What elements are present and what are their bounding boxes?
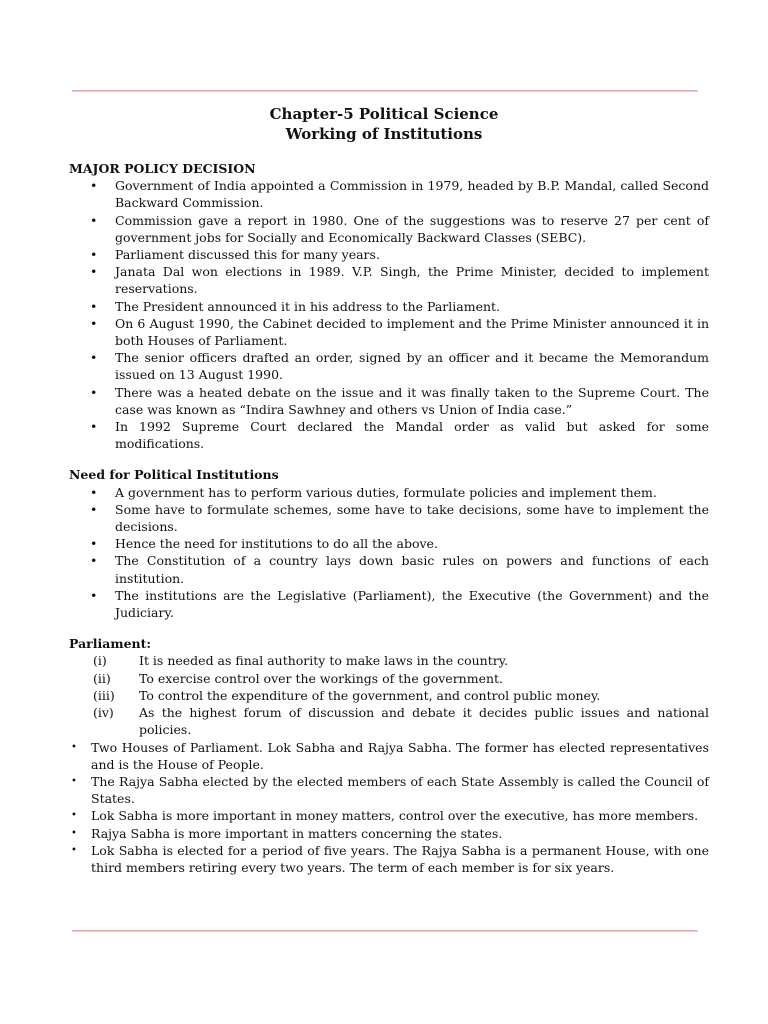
list-item [69, 501, 709, 535]
bullet-icon: • [90, 501, 98, 517]
numbered-item-text: It is needed as final authority to make laws in the country. [139, 653, 509, 669]
list-item [69, 298, 709, 315]
list-item [69, 263, 709, 297]
bullet-icon: • [90, 553, 98, 569]
list-item-text: Hence the need for institutions to do all the above. [115, 536, 438, 552]
list-item [69, 418, 709, 452]
bullet-icon: • [90, 587, 98, 603]
major-policy-list [69, 177, 709, 452]
major-policy-section [69, 160, 709, 452]
item-number: (iv) [93, 705, 114, 721]
page-title [0, 104, 768, 144]
list-item-text: Janata Dal won elections in 1989. V.P. Singh, the Prime Minister, decided to implement reservations. [115, 264, 709, 297]
item-number: (i) [93, 653, 107, 669]
bullet-icon: • [90, 178, 98, 194]
list-item-text: A government has to perform various duties, formulate policies and implement them. [115, 484, 657, 500]
header-divider [72, 90, 698, 92]
list-item-text: The President announced it in his address to the Parliament. [115, 298, 501, 314]
list-item-text: The Constitution of a country lays down basic rules on powers and functions of each institution. [115, 553, 709, 586]
list-item-text: Rajya Sabha is more important in matters concerning the states. [91, 825, 503, 841]
bullet-icon: • [71, 827, 77, 839]
bullet-icon: • [90, 264, 98, 280]
list-item [69, 212, 709, 246]
list-item [69, 552, 709, 586]
list-item [69, 825, 709, 842]
list-item [69, 739, 709, 773]
list-item [69, 384, 709, 418]
numbered-item-text: As the highest forum of discussion and debate it decides public issues and national policies. [139, 705, 709, 738]
numbered-item-text: To control the expenditure of the government, and control public money. [139, 687, 601, 703]
bullet-icon: • [90, 212, 98, 228]
footer-divider [72, 930, 698, 932]
bullet-icon: • [90, 298, 98, 314]
parliament-numbered-list [69, 652, 709, 738]
list-item [69, 315, 709, 349]
numbered-item [69, 670, 709, 687]
list-item-text: Two Houses of Parliament. Lok Sabha and Rajya Sabha. The former has elected representatives and is the House of People. [91, 739, 709, 772]
list-item-text: Some have to formulate schemes, some have to take decisions, some have to implement the decisions. [115, 501, 709, 535]
bullet-icon: • [71, 844, 77, 856]
section-heading: Parliament: [69, 636, 152, 652]
list-item-text: There was a heated debate on the issue and it was finally taken to the Supreme Court. The case was known as “Indira Sawhney and others vs Union of India case.” [115, 384, 709, 417]
bullet-icon: • [90, 384, 98, 400]
bullet-icon: • [90, 350, 98, 366]
numbered-item [69, 704, 709, 738]
section-heading: Need for Political Institutions [69, 467, 279, 483]
chapter-subtitle: Working of Institutions [285, 125, 483, 143]
section-heading: MAJOR POLICY DECISION [69, 161, 256, 176]
numbered-item [69, 687, 709, 704]
bullet-icon: • [90, 419, 98, 435]
bullet-icon: • [90, 484, 98, 500]
need-institutions-list [69, 484, 709, 622]
list-item-text: Parliament discussed this for many years. [115, 247, 380, 263]
list-item-text: In 1992 Supreme Court declared the Mandal order as valid but asked for some modifications. [115, 419, 709, 452]
list-item [69, 773, 709, 807]
parliament-section [69, 635, 709, 876]
list-item-text: Lok Sabha is elected for a period of five years. The Rajya Sabha is a permanent House, with one third members retiring every two years. The term of each member is for six years. [91, 842, 709, 875]
list-item-text: The institutions are the Legislative (Parliament), the Executive (the Government) and the Judiciary. [115, 587, 709, 621]
list-item-text: Commission gave a report in 1980. One of the suggestions was to reserve 27 per cent of government jobs for Socially and Economically Backward Classes (SEBC). [115, 212, 709, 245]
list-item [69, 807, 709, 824]
list-item [69, 177, 709, 211]
bullet-icon: • [90, 315, 98, 331]
list-item [69, 484, 709, 501]
bullet-icon: • [71, 775, 77, 787]
numbered-item-text: To exercise control over the workings of the government. [139, 670, 504, 686]
need-institutions-section [69, 466, 709, 621]
list-item-text: The Rajya Sabha elected by the elected members of each State Assembly is called the Council of States. [91, 773, 709, 807]
numbered-item [69, 652, 709, 669]
list-item [69, 587, 709, 621]
list-item-text: The senior officers drafted an order, signed by an officer and it became the Memorandum issued on 13 August 1990. [115, 350, 709, 383]
bullet-icon: • [90, 536, 98, 552]
bullet-icon: • [90, 247, 98, 263]
parliament-bullet-list [69, 739, 709, 877]
chapter-title: Chapter-5 Political Science [269, 105, 499, 123]
list-item-text: Lok Sabha is more important in money matters, control over the executive, has more members. [91, 808, 699, 824]
item-number: (ii) [93, 670, 111, 686]
list-item [69, 842, 709, 876]
list-item-text: On 6 August 1990, the Cabinet decided to implement and the Prime Minister announced it in both Houses of Parliament. [115, 315, 709, 349]
list-item [69, 246, 709, 263]
document-body [69, 160, 709, 890]
list-item [69, 349, 709, 383]
list-item-text: Government of India appointed a Commission in 1979, headed by B.P. Mandal, called Second Backward Commission. [115, 178, 709, 211]
list-item [69, 535, 709, 552]
bullet-icon: • [71, 741, 77, 753]
item-number: (iii) [93, 687, 115, 703]
bullet-icon: • [71, 810, 77, 822]
